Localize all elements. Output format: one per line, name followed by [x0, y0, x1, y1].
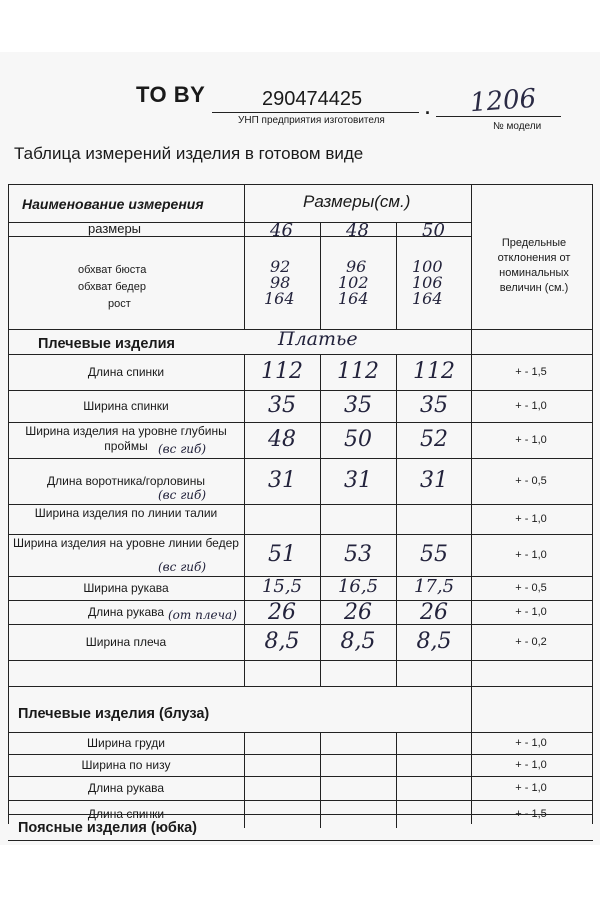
- row-tolerance: + - 1,0: [515, 548, 547, 561]
- section3-title: Поясные изделия (юбка): [18, 820, 197, 836]
- table-row: [8, 354, 593, 390]
- row-tolerance: + - 0,5: [515, 581, 547, 594]
- row-value-size-46: 112: [261, 359, 303, 384]
- row-name: Ширина груди: [87, 736, 165, 750]
- column-name-header: Наименование измерения: [22, 196, 204, 212]
- section2-title: Плечевые изделия (блуза): [18, 706, 210, 722]
- model-number: 1206: [469, 83, 538, 119]
- table-row: [8, 776, 593, 800]
- header-separator: .: [425, 98, 431, 118]
- row-name: Ширина плеча: [85, 634, 167, 649]
- row-value-size-46: 48: [268, 427, 296, 452]
- row-name: Ширина изделия на уровне линии бедер: [13, 536, 239, 550]
- row-name: Ширина изделия по линии талии: [34, 506, 218, 520]
- row-note: (вс гиб): [158, 442, 206, 456]
- spare-col-divider-1: [320, 660, 321, 686]
- row-tolerance: + - 1,0: [515, 736, 547, 749]
- sizes-row-label: размеры: [88, 221, 142, 236]
- row-value-size-46: 26: [268, 600, 296, 625]
- size50-height: 164: [412, 289, 443, 308]
- model-underline: [436, 116, 561, 117]
- row-tolerance: + - 1,0: [515, 605, 547, 618]
- spare-col-divider-0: [244, 660, 245, 686]
- table-row: [8, 754, 593, 776]
- section3-top-line: [8, 814, 593, 815]
- row-tolerance: + - 1,5: [515, 365, 547, 378]
- row-value-size-50: 52: [420, 427, 448, 452]
- row-name: Длина спинки: [87, 364, 165, 379]
- model-caption: № модели: [493, 121, 542, 132]
- measurement-sheet: [0, 52, 600, 845]
- row-value-size-50: 35: [420, 393, 448, 418]
- header-line-2: [8, 236, 471, 237]
- row-note: (вс гиб): [158, 560, 206, 574]
- measure-hips: обхват бедер: [78, 281, 146, 293]
- row-value-size-46: 51: [268, 542, 296, 567]
- row-value-size-50: 112: [413, 359, 455, 384]
- table-row: [8, 576, 593, 600]
- table-row: [8, 390, 593, 422]
- size-46: 46: [270, 220, 293, 241]
- row-name: Ширина по низу: [81, 758, 171, 772]
- row-value-size-48: 50: [344, 427, 372, 452]
- size46-hips: 98: [270, 273, 291, 292]
- size50-bust: 100: [412, 257, 443, 276]
- header-divider-name: [244, 184, 245, 329]
- row-name: Длина рукава: [87, 604, 165, 619]
- size50-hips: 106: [412, 273, 443, 292]
- table-row: [8, 422, 593, 458]
- row-value-size-48: 16,5: [337, 576, 379, 597]
- row-line: [8, 660, 593, 661]
- row-value-size-48: 31: [344, 468, 372, 493]
- row-value-size-50: 17,5: [413, 576, 455, 597]
- row-name: Длина воротника/горловины: [46, 473, 205, 488]
- row-value-size-50: 8,5: [416, 629, 452, 654]
- row-note: (вс гиб): [158, 488, 206, 502]
- size48-height: 164: [338, 289, 369, 308]
- table-border-top: [8, 184, 593, 185]
- row-tolerance: + - 1,0: [515, 758, 547, 771]
- spare-row-line: [8, 686, 593, 687]
- table-row: [8, 732, 593, 754]
- row-note: (от плеча): [168, 608, 237, 622]
- row-tolerance: + - 1,0: [515, 433, 547, 446]
- size46-height: 164: [264, 289, 295, 308]
- size-50: 50: [422, 220, 445, 241]
- row-name: Ширина изделия на уровне глубины проймы: [25, 424, 227, 453]
- row-value-size-48: 112: [337, 359, 379, 384]
- row-tolerance: + - 0,5: [515, 474, 547, 487]
- row-value-size-48: 35: [344, 393, 372, 418]
- row-name: Ширина рукава: [83, 580, 169, 595]
- size48-hips: 102: [338, 273, 369, 292]
- row-value-size-50: 31: [420, 468, 448, 493]
- sizes-header: Размеры(см.): [303, 192, 411, 211]
- row-tolerance: + - 1,5: [515, 807, 547, 820]
- unp-caption: УНП предприятия изготовителя: [238, 115, 385, 126]
- section1-note: Платье: [278, 328, 358, 350]
- table-row: [8, 624, 593, 660]
- table-row: [8, 534, 593, 576]
- measure-bust: обхват бюста: [78, 264, 147, 276]
- unp-underline: [212, 112, 419, 113]
- section1-title: Плечевые изделия: [38, 336, 175, 352]
- row-value-size-50: 55: [420, 542, 448, 567]
- row-value-size-50: 26: [420, 600, 448, 625]
- size-divider-1: [320, 222, 321, 329]
- unp-value: 290474425: [262, 88, 363, 110]
- row-value-size-48: 53: [344, 542, 372, 567]
- row-name: Длина спинки: [87, 807, 165, 821]
- section3-title-line: [8, 840, 593, 841]
- row-value-size-46: 15,5: [261, 576, 303, 597]
- table-row: [8, 600, 593, 624]
- table-row: [8, 504, 593, 534]
- size-divider-2: [396, 222, 397, 329]
- spare-col-divider-2: [396, 660, 397, 686]
- row-value-size-48: 26: [344, 600, 372, 625]
- row-tolerance: + - 0,2: [515, 635, 547, 648]
- size46-bust: 92: [270, 257, 291, 276]
- tolerance-header: Предельные отклонения от номинальных величин (см.): [497, 237, 571, 294]
- row-name: Длина рукава: [87, 781, 165, 795]
- document-title: Таблица измерений изделия в готовом виде: [14, 144, 364, 163]
- row-tolerance: + - 1,0: [515, 512, 547, 525]
- row-name: Ширина спинки: [83, 398, 169, 413]
- row-value-size-48: 8,5: [340, 629, 376, 654]
- row-value-size-46: 35: [268, 393, 296, 418]
- row-tolerance: + - 1,0: [515, 399, 547, 412]
- measure-height: рост: [108, 298, 131, 310]
- row-tolerance: + - 1,0: [515, 781, 547, 794]
- row-value-size-46: 31: [268, 468, 296, 493]
- row-value-size-46: 8,5: [264, 629, 300, 654]
- table-row: [8, 458, 593, 504]
- size48-bust: 96: [346, 257, 367, 276]
- header-label: TO BY: [136, 82, 206, 107]
- size-48: 48: [346, 220, 369, 241]
- header-line-1: [8, 222, 471, 223]
